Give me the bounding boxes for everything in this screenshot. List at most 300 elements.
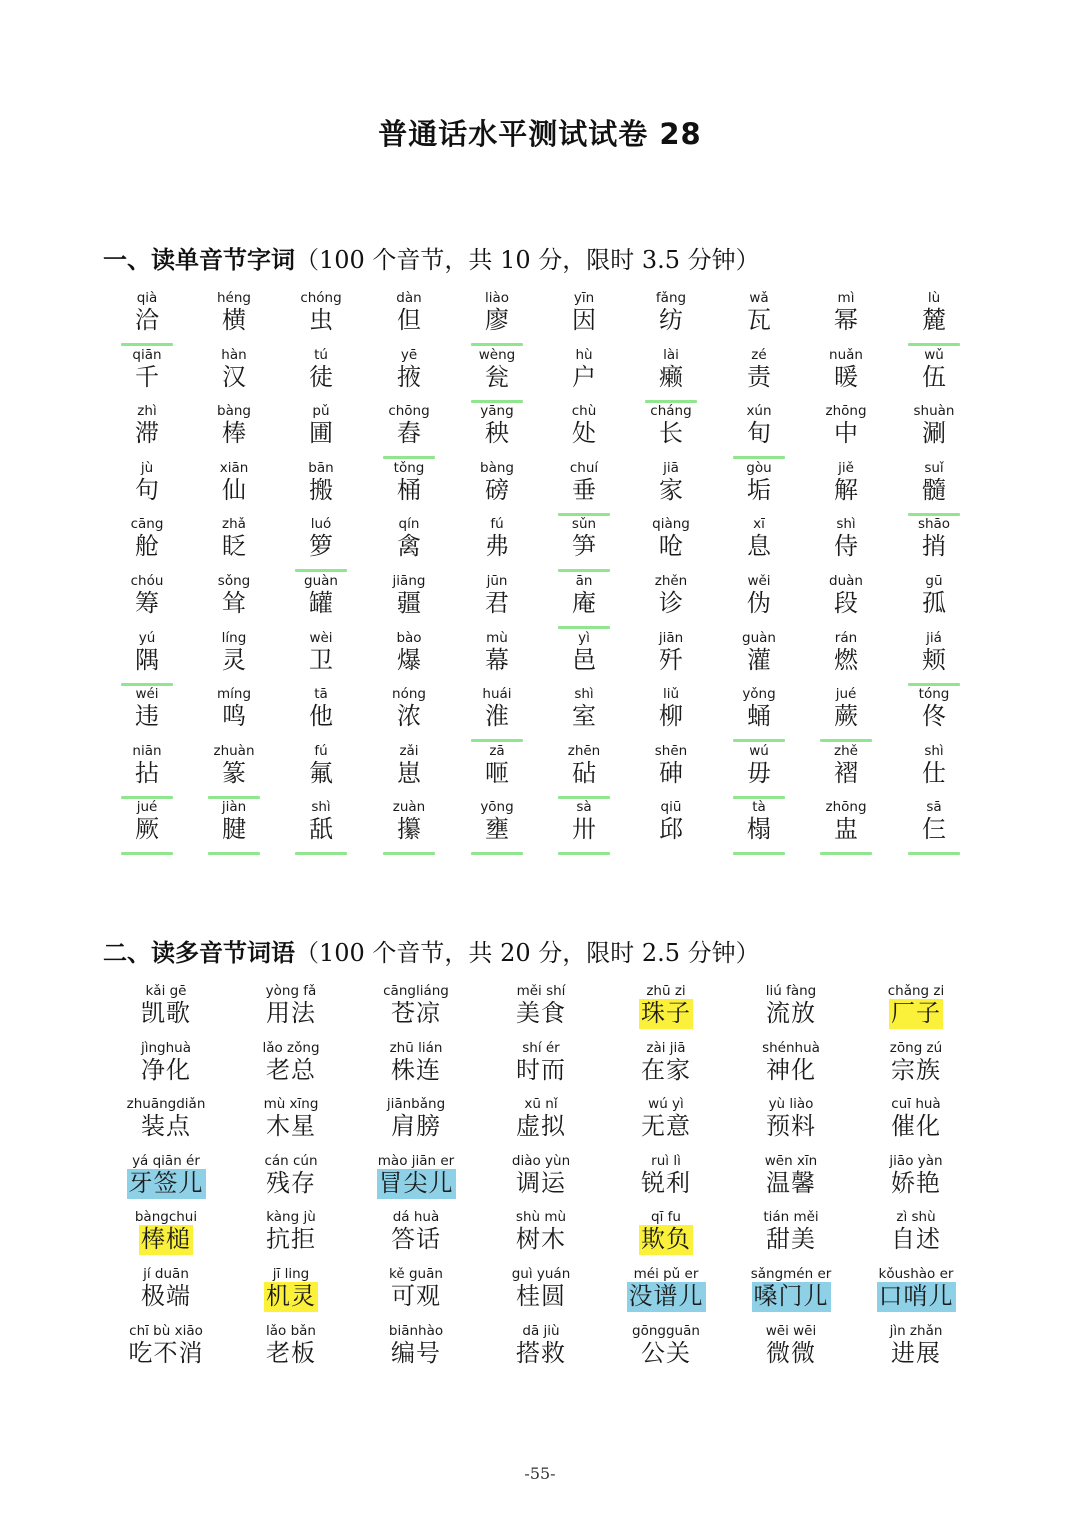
pinyin: kě guān <box>389 1266 443 1282</box>
hanzi: 净化 <box>141 1055 191 1084</box>
pinyin: diào yùn <box>511 1152 571 1169</box>
hanzi: 淮 <box>485 702 509 731</box>
hanzi: 瓦 <box>747 306 771 334</box>
hanzi: 氟 <box>309 758 333 787</box>
word-cell <box>192 290 276 336</box>
hanzi: 口哨儿 <box>878 1282 954 1310</box>
word-cell <box>279 799 363 845</box>
word-cell <box>729 1153 853 1199</box>
hanzi: 咂 <box>485 758 509 787</box>
word-cell <box>729 1096 853 1142</box>
hanzi: 美食 <box>516 999 566 1027</box>
word-cell <box>854 1040 978 1086</box>
word-cell <box>192 630 276 676</box>
pinyin: yīn <box>573 290 595 306</box>
hanzi: 纺 <box>659 306 683 334</box>
pinyin: xiān <box>219 459 249 476</box>
pinyin: guì yuán <box>511 1266 571 1282</box>
pinyin: hàn <box>221 346 247 363</box>
word-cell <box>105 347 189 393</box>
underline-mark <box>733 739 785 742</box>
pinyin: zhě <box>834 742 858 759</box>
hanzi: 汉 <box>222 362 246 391</box>
pinyin: ān <box>575 573 593 589</box>
word-cell <box>104 1153 228 1199</box>
pinyin: fú <box>314 742 328 759</box>
section-heading-multisyllabic <box>103 933 760 968</box>
pinyin: zhōng <box>825 403 867 420</box>
word-cell <box>717 743 801 789</box>
word-cell <box>854 1323 978 1369</box>
hanzi: 洽 <box>135 306 159 334</box>
pinyin: yù liào <box>768 1096 814 1113</box>
hanzi: 机灵 <box>266 1282 316 1310</box>
hanzi: 箩 <box>309 532 333 561</box>
pinyin: zhū zi <box>646 983 686 999</box>
hanzi: 舱 <box>135 532 159 561</box>
word-cell <box>604 1209 728 1255</box>
section-heading-note: （100 个音节，共 10 分，限时 3.5 分钟） <box>295 246 760 274</box>
hanzi: 搬 <box>309 475 333 504</box>
word-cell <box>479 1040 603 1086</box>
word-cell <box>717 460 801 506</box>
pinyin: zé <box>751 346 767 363</box>
hanzi: 冒尖儿 <box>378 1168 454 1197</box>
pinyin: qiū <box>660 799 682 816</box>
pinyin: fú <box>490 516 504 533</box>
pinyin: huái <box>482 686 512 703</box>
page-number: -55- <box>524 1464 556 1483</box>
hanzi: 砧 <box>572 758 596 787</box>
word-cell <box>104 1040 228 1086</box>
pinyin: zhěn <box>654 573 688 589</box>
pinyin: lài <box>663 346 679 363</box>
hanzi: 没谱儿 <box>628 1282 704 1310</box>
underline-mark <box>820 852 872 855</box>
underline-mark <box>471 739 523 742</box>
word-cell <box>354 1040 478 1086</box>
pinyin: tú <box>314 346 328 363</box>
underline-mark <box>558 626 610 629</box>
word-cell <box>367 460 451 506</box>
pinyin: guàn <box>304 573 338 589</box>
pinyin: gū <box>925 573 943 589</box>
word-cell <box>192 686 276 732</box>
underline-mark <box>295 852 347 855</box>
pinyin: zì shù <box>896 1209 936 1226</box>
word-cell <box>804 290 888 336</box>
pinyin: suǐ <box>924 459 944 476</box>
hanzi: 残存 <box>266 1168 316 1197</box>
word-cell <box>354 983 478 1029</box>
word-cell <box>542 516 626 562</box>
hanzi: 诊 <box>659 589 683 617</box>
word-cell <box>105 799 189 845</box>
pinyin: sā <box>926 799 942 816</box>
hanzi: 壅 <box>485 815 509 844</box>
word-cell <box>804 460 888 506</box>
word-cell <box>629 290 713 336</box>
pinyin: gōngguān <box>632 1322 700 1339</box>
pinyin: shì <box>574 686 594 703</box>
hanzi: 搭救 <box>516 1338 566 1367</box>
word-cell <box>629 686 713 732</box>
word-cell <box>104 983 228 1029</box>
underline-mark <box>558 569 610 572</box>
hanzi: 圃 <box>309 419 333 448</box>
word-cell <box>105 743 189 789</box>
word-cell <box>729 983 853 1029</box>
hanzi: 爆 <box>397 645 421 674</box>
hanzi: 髓 <box>922 475 946 504</box>
word-cell <box>229 1209 353 1255</box>
word-cell <box>229 1040 353 1086</box>
word-cell <box>192 403 276 449</box>
hanzi: 旬 <box>747 419 771 448</box>
pinyin: wèng <box>478 346 516 363</box>
word-cell <box>192 799 276 845</box>
word-cell <box>629 573 713 619</box>
hanzi: 拈 <box>135 758 159 787</box>
word-cell <box>604 1096 728 1142</box>
pinyin: wéi <box>135 686 159 703</box>
hanzi: 卅 <box>572 815 596 844</box>
hanzi: 段 <box>834 589 858 617</box>
hanzi: 处 <box>572 419 596 448</box>
hanzi: 盅 <box>834 815 858 844</box>
pinyin: biānhào <box>388 1322 444 1339</box>
pinyin: cāngliáng <box>383 983 449 999</box>
underline-mark <box>121 683 173 686</box>
hanzi: 篆 <box>222 758 246 787</box>
pinyin: chī bù xiāo <box>129 1322 203 1339</box>
word-cell <box>105 403 189 449</box>
word-cell <box>804 516 888 562</box>
word-cell <box>542 743 626 789</box>
word-cell <box>729 1040 853 1086</box>
word-cell <box>192 743 276 789</box>
word-cell <box>892 743 976 789</box>
word-cell <box>854 1153 978 1199</box>
hanzi: 长 <box>659 419 683 448</box>
pinyin: kàng jù <box>266 1209 316 1226</box>
hanzi: 秧 <box>485 419 509 448</box>
word-cell <box>604 1323 728 1369</box>
word-cell <box>105 516 189 562</box>
word-cell <box>717 686 801 732</box>
pinyin: qī fu <box>651 1209 681 1226</box>
hanzi: 磅 <box>485 475 509 504</box>
word-cell <box>104 1323 228 1369</box>
pinyin: jù <box>140 459 154 476</box>
hanzi: 肩膀 <box>391 1112 441 1141</box>
pinyin: mù xīng <box>263 1096 319 1113</box>
underline-mark <box>558 513 610 516</box>
word-cell <box>455 347 539 393</box>
hanzi: 家 <box>659 475 683 504</box>
pinyin: shì <box>924 742 944 759</box>
pinyin: chóu <box>130 573 164 589</box>
word-cell <box>892 573 976 619</box>
word-cell <box>279 686 363 732</box>
pinyin: nuǎn <box>829 346 863 363</box>
word-cell <box>604 1153 728 1199</box>
hanzi: 庵 <box>572 589 596 617</box>
word-cell <box>854 983 978 1029</box>
pinyin: tā <box>314 686 328 703</box>
hanzi: 违 <box>135 702 159 731</box>
word-cell <box>367 403 451 449</box>
hanzi: 燃 <box>834 645 858 674</box>
underline-mark <box>558 852 610 855</box>
hanzi: 息 <box>747 532 771 561</box>
hanzi: 耸 <box>222 589 246 617</box>
hanzi: 微微 <box>766 1338 816 1367</box>
hanzi: 解 <box>834 475 858 504</box>
pinyin: chù <box>571 403 597 420</box>
word-cell <box>367 743 451 789</box>
hanzi: 答话 <box>391 1225 441 1254</box>
word-cell <box>105 460 189 506</box>
pinyin: yǒng <box>742 686 776 703</box>
pinyin: wú <box>749 742 769 759</box>
hanzi: 浓 <box>397 702 421 731</box>
word-cell <box>455 799 539 845</box>
word-cell <box>542 799 626 845</box>
underline-mark <box>733 852 785 855</box>
pinyin: sǎngmén er <box>750 1266 832 1282</box>
pinyin: shuàn <box>913 403 955 420</box>
hanzi: 麓 <box>922 306 946 334</box>
pinyin: zhì <box>137 403 157 420</box>
hanzi: 凯歌 <box>141 999 191 1027</box>
underline-mark <box>208 796 260 799</box>
pinyin: mù <box>486 629 508 646</box>
page-title: 普通话水平测试试卷 28 <box>378 117 702 151</box>
word-cell <box>479 1153 603 1199</box>
pinyin: bān <box>308 459 334 476</box>
hanzi: 老板 <box>266 1338 316 1367</box>
hanzi: 弗 <box>485 532 509 561</box>
pinyin: dā jiù <box>522 1322 560 1339</box>
pinyin: zā <box>489 742 505 759</box>
pinyin: lǎo zǒng <box>262 1039 320 1056</box>
hanzi: 幂 <box>834 306 858 334</box>
hanzi: 孤 <box>922 589 946 617</box>
word-cell <box>542 630 626 676</box>
word-cell <box>192 460 276 506</box>
pinyin: luó <box>310 516 332 533</box>
hanzi: 他 <box>309 702 333 731</box>
hanzi: 眨 <box>222 532 246 561</box>
hanzi: 呛 <box>659 532 683 561</box>
pinyin: jiāng <box>392 573 426 589</box>
pinyin: shí ér <box>522 1039 560 1056</box>
hanzi: 老总 <box>266 1055 316 1084</box>
hanzi: 厥 <box>135 815 159 844</box>
pinyin: shāo <box>917 516 951 533</box>
underline-mark <box>383 456 435 459</box>
hanzi: 极端 <box>141 1282 191 1310</box>
pinyin: lù <box>927 290 941 306</box>
hanzi: 廖 <box>485 306 509 334</box>
pinyin: zhuāngdiǎn <box>126 1096 206 1113</box>
word-cell <box>279 516 363 562</box>
hanzi: 涮 <box>922 419 946 448</box>
pinyin: liào <box>484 290 510 306</box>
hanzi: 君 <box>485 589 509 617</box>
section-heading-note: （100 个音节，共 20 分，限时 2.5 分钟） <box>295 939 760 967</box>
pinyin: chǎng zi <box>887 983 945 999</box>
pinyin: qià <box>136 290 158 306</box>
pinyin: yāng <box>480 403 514 420</box>
hanzi: 歼 <box>659 645 683 674</box>
pinyin: xī <box>753 516 765 533</box>
pinyin: zhū lián <box>389 1039 443 1056</box>
word-cell <box>629 516 713 562</box>
pinyin: yú <box>138 629 156 646</box>
hanzi: 木星 <box>266 1112 316 1141</box>
pinyin: xū nǐ <box>524 1096 558 1113</box>
underline-mark <box>908 852 960 855</box>
word-cell <box>229 1323 353 1369</box>
underline-mark <box>383 852 435 855</box>
pinyin: yōng <box>480 799 514 816</box>
hanzi: 公关 <box>641 1338 691 1367</box>
hanzi: 褶 <box>834 758 858 787</box>
pinyin: shì <box>311 799 331 816</box>
pinyin: hù <box>575 346 593 363</box>
pinyin: jìnghuà <box>140 1039 191 1056</box>
hanzi: 厂子 <box>891 999 941 1027</box>
hanzi: 卫 <box>309 645 333 674</box>
underline-mark <box>908 683 960 686</box>
pinyin: bàng <box>480 459 514 476</box>
word-cell <box>279 403 363 449</box>
pinyin: jī ling <box>272 1266 310 1282</box>
hanzi: 无意 <box>641 1112 691 1141</box>
hanzi: 户 <box>572 362 596 391</box>
hanzi: 进展 <box>891 1338 941 1367</box>
pinyin: jiān <box>658 629 684 646</box>
pinyin: cuī huà <box>891 1096 941 1113</box>
underline-mark <box>733 456 785 459</box>
word-cell <box>229 1153 353 1199</box>
pinyin: ruì lì <box>651 1152 681 1169</box>
word-cell <box>455 686 539 732</box>
hanzi: 攥 <box>397 815 421 844</box>
hanzi: 筹 <box>135 589 159 617</box>
pinyin: wēi wēi <box>765 1322 817 1339</box>
pinyin: jiá <box>926 629 942 646</box>
word-cell <box>892 799 976 845</box>
pinyin: héng <box>217 290 251 306</box>
word-cell <box>892 516 976 562</box>
underline-mark <box>908 343 960 346</box>
hanzi: 牙签儿 <box>128 1168 204 1197</box>
hanzi: 蕨 <box>834 702 858 731</box>
hanzi: 吃不消 <box>128 1338 204 1367</box>
hanzi: 棒槌 <box>141 1225 191 1254</box>
pinyin: zōng zú <box>889 1039 943 1056</box>
hanzi: 掖 <box>397 362 421 391</box>
pinyin: zhuàn <box>213 742 255 759</box>
hanzi: 仙 <box>222 475 246 504</box>
hanzi: 虫 <box>309 306 333 334</box>
pinyin: qín <box>398 516 420 533</box>
hanzi: 佟 <box>922 702 946 731</box>
pinyin: zǎi <box>399 742 419 759</box>
pinyin: jūn <box>486 573 508 589</box>
word-cell <box>455 630 539 676</box>
word-cell <box>542 290 626 336</box>
word-cell <box>279 743 363 789</box>
word-cell <box>479 983 603 1029</box>
hanzi: 垂 <box>572 475 596 504</box>
word-cell <box>192 347 276 393</box>
underline-mark <box>908 513 960 516</box>
pinyin: qiàng <box>652 516 690 533</box>
hanzi: 调运 <box>516 1168 566 1197</box>
pinyin: tián měi <box>763 1209 819 1226</box>
word-cell <box>367 290 451 336</box>
word-cell <box>854 1096 978 1142</box>
pinyin: bàngchui <box>134 1209 198 1226</box>
word-cell <box>892 347 976 393</box>
word-cell <box>105 573 189 619</box>
word-cell <box>542 686 626 732</box>
hanzi: 装点 <box>141 1112 191 1141</box>
word-cell <box>479 1266 603 1312</box>
hanzi: 仕 <box>922 758 946 787</box>
pinyin: niān <box>132 742 162 759</box>
pinyin: chōng <box>388 403 430 420</box>
hanzi: 滞 <box>135 419 159 448</box>
word-cell <box>629 743 713 789</box>
pinyin: guàn <box>742 629 776 646</box>
hanzi: 催化 <box>891 1112 941 1141</box>
hanzi: 疆 <box>397 589 421 617</box>
hanzi: 禽 <box>397 532 421 561</box>
word-cell <box>604 1040 728 1086</box>
word-cell <box>717 516 801 562</box>
word-cell <box>354 1266 478 1312</box>
word-cell <box>354 1096 478 1142</box>
pinyin: liú fàng <box>765 983 817 999</box>
word-cell <box>192 516 276 562</box>
hanzi: 棒 <box>222 419 246 448</box>
underline-mark <box>471 400 523 403</box>
hanzi: 树木 <box>516 1225 566 1254</box>
word-cell <box>105 290 189 336</box>
pinyin: jí duān <box>143 1266 189 1282</box>
pinyin: jué <box>835 686 857 703</box>
word-cell <box>367 630 451 676</box>
pinyin: méi pǔ er <box>633 1266 699 1282</box>
hanzi: 编号 <box>391 1338 441 1367</box>
hanzi: 砷 <box>659 758 683 787</box>
pinyin: cāng <box>130 516 164 533</box>
pinyin: cháng <box>650 403 692 420</box>
word-cell <box>367 799 451 845</box>
word-cell <box>717 573 801 619</box>
word-cell <box>542 460 626 506</box>
pinyin: qiān <box>132 346 162 363</box>
word-cell <box>279 290 363 336</box>
word-cell <box>729 1323 853 1369</box>
pinyin: shēn <box>654 742 688 759</box>
word-cell <box>479 1323 603 1369</box>
